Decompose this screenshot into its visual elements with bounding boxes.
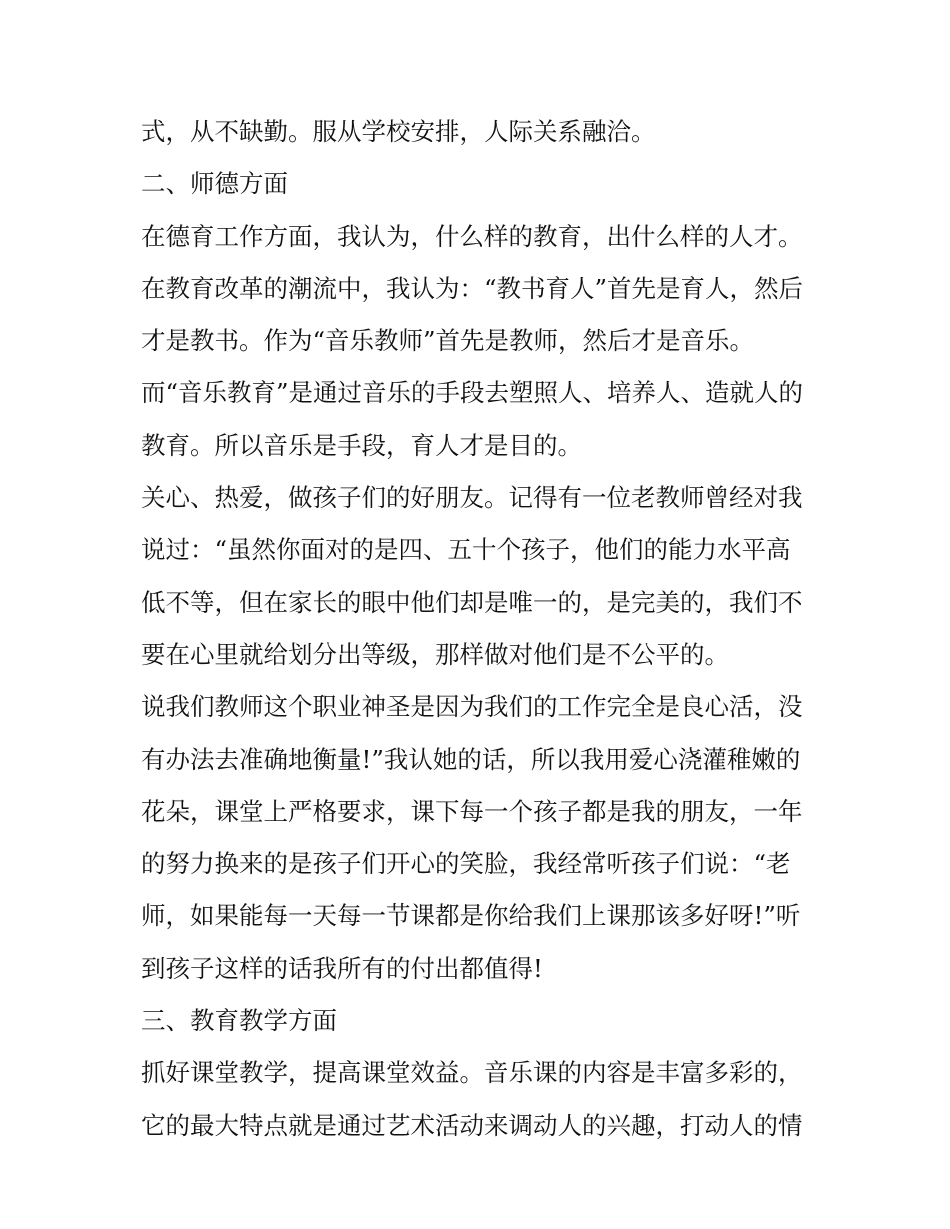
text-line: 师，如果能每一天每一节课都是你给我们上课那该多好呀!”听 — [141, 901, 801, 931]
text-line: 抓好课堂教学，提高课堂效益。音乐课的内容是丰富多彩的， — [141, 1058, 803, 1088]
text-line: 要在心里就给划分出等级，那样做对他们是不公平的。 — [141, 639, 729, 669]
text-line: 关心、热爱，做孩子们的好朋友。记得有一位老教师曾经对我 — [141, 483, 803, 513]
text-line: 说我们教师这个职业神圣是因为我们的工作完全是良心活，没 — [141, 692, 803, 722]
text-line: 才是教书。作为“音乐教师”首先是教师，然后才是音乐。 — [141, 326, 755, 356]
text-line: 低不等，但在家长的眼中他们却是唯一的，是完美的，我们不 — [141, 587, 803, 617]
text-line: 而“音乐教育”是通过音乐的手段去塑照人、培养人、造就人的 — [141, 378, 804, 408]
body-text — [141, 106, 821, 1152]
section-heading: 二、师德方面 — [141, 169, 288, 199]
text-line: 到孩子这样的话我所有的付出都值得! — [141, 953, 543, 983]
text-line: 它的最大特点就是通过艺术活动来调动人的兴趣，打动人的情 — [141, 1110, 803, 1140]
text-line: 在德育工作方面，我认为，什么样的教育，出什么样的人才。 — [141, 221, 803, 251]
text-line: 说过：“虽然你面对的是四、五十个孩子，他们的能力水平高 — [141, 535, 791, 565]
text-line: 的努力换来的是孩子们开心的笑脸，我经常听孩子们说：“老 — [141, 849, 791, 879]
text-line: 式，从不缺勤。服从学校安排，人际关系融洽。 — [141, 117, 656, 146]
text-line: 有办法去准确地衡量!”我认她的话，所以我用爱心浇灌稚嫩的 — [141, 744, 801, 774]
text-line: 在教育改革的潮流中，我认为：“教书育人”首先是育人，然后 — [141, 273, 804, 303]
text-line: 教育。所以音乐是手段，育人才是目的。 — [141, 430, 582, 460]
text-line: 花朵，课堂上严格要求，课下每一个孩子都是我的朋友，一年 — [141, 796, 803, 826]
section-heading: 三、教育教学方面 — [141, 1006, 337, 1036]
